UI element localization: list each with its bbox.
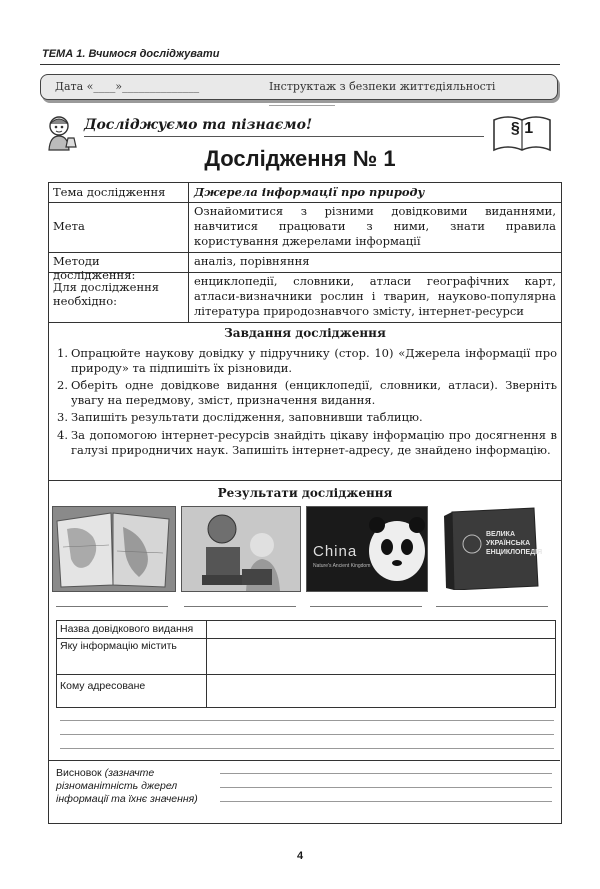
- conclusion-line[interactable]: [220, 773, 552, 774]
- caption-line[interactable]: [184, 606, 296, 607]
- paragraph-number: § 1: [510, 120, 534, 137]
- section-title: Досліджуємо та пізнаємо!: [84, 117, 313, 133]
- results-row-label: Яку інформацію містить: [57, 638, 207, 674]
- date-label: Дата «____»______________: [55, 80, 200, 93]
- topic-header: ТЕМА 1. Вчимося досліджувати: [42, 48, 220, 60]
- results-row-label: Кому адресоване: [57, 674, 207, 707]
- panda-book-photo: [306, 506, 428, 592]
- conclusion-label: Висновок (зазначте різноманітність джерел інформації та їхнє значення): [56, 767, 198, 805]
- china-label: China: [313, 543, 358, 560]
- results-title: Результати дослідження: [217, 486, 393, 500]
- atlas-photo: [52, 506, 176, 592]
- caption-line[interactable]: [310, 606, 422, 607]
- row-value: Джерела інформації про природу: [194, 185, 425, 199]
- row-value: енциклопедії, словники, атласи географічних карт, атласи-визначники рослин і тварин, науково-популярна література природознавчого змісту, інтернет-ресурси: [194, 274, 556, 318]
- info-bar: [40, 74, 558, 106]
- writing-line[interactable]: [60, 720, 554, 721]
- writing-line[interactable]: [60, 734, 554, 735]
- research-row-materials: [49, 272, 561, 323]
- row-label: Методи дослідження:: [49, 252, 189, 272]
- task-item: 1. Опрацюйте наукову довідку у підручнику (стор. 10) «Джерела інформації про природу» та підпишіть їх різновиди.: [57, 346, 557, 375]
- research-heading: Дослідження № 1: [204, 146, 396, 171]
- china-subtitle: Nature's Ancient Kingdom: [313, 563, 371, 569]
- research-row-topic: [49, 183, 561, 203]
- task-item: 2. Оберіть одне довідкове видання (енциклопедії, словники, атласи). Зверніть увагу на передмову, зміст, призначення видання.: [57, 378, 557, 407]
- task-item: 3. Запишіть результати дослідження, заповнивши таблицю.: [57, 410, 423, 424]
- results-row[interactable]: [57, 638, 555, 675]
- research-frame: [48, 182, 562, 824]
- conclusion-line[interactable]: [220, 801, 552, 802]
- caption-line[interactable]: [56, 606, 168, 607]
- research-row-methods: [49, 252, 561, 282]
- row-label: Мета: [49, 202, 189, 252]
- tasks-block: [49, 322, 561, 481]
- page-number: 4: [296, 850, 304, 862]
- results-table: [56, 620, 556, 708]
- section-divider: [84, 136, 484, 137]
- results-row-label: Назва довідкового видання: [57, 621, 207, 638]
- row-label: Тема дослідження: [49, 183, 189, 202]
- encyclopedia-photo: [434, 506, 552, 590]
- girl-with-globe-photo: [181, 506, 301, 592]
- header-divider: [40, 64, 560, 65]
- tasks-title: Завдання дослідження: [224, 326, 386, 340]
- conclusion-line[interactable]: [220, 787, 552, 788]
- results-row[interactable]: [57, 621, 555, 639]
- research-row-goal: [49, 202, 561, 253]
- results-row[interactable]: [57, 674, 555, 707]
- task-item: 4. За допомогою інтернет-ресурсів знайдіть цікаву інформацію про досягнення в галузі природничих наук. Запишіть інтернет-адресу, де знайдено інформацію.: [57, 428, 557, 457]
- writing-line[interactable]: [60, 748, 554, 749]
- caption-line[interactable]: [436, 606, 548, 607]
- row-label: Для дослідження необхідно:: [49, 272, 189, 322]
- row-value: аналіз, порівняння: [194, 254, 310, 268]
- safety-label: Інструктаж з безпеки життєдіяльності ____________: [269, 80, 496, 106]
- row-value: Ознайомитися з різними довідковими виданнями, навчитися працювати з ними, знати правила користування джерелами інформації: [194, 204, 556, 248]
- encyclopedia-title: ВЕЛИКА УКРАЇНСЬКА ЕНЦИКЛОПЕДІЯ: [486, 531, 543, 556]
- conclusion-block: [48, 760, 560, 823]
